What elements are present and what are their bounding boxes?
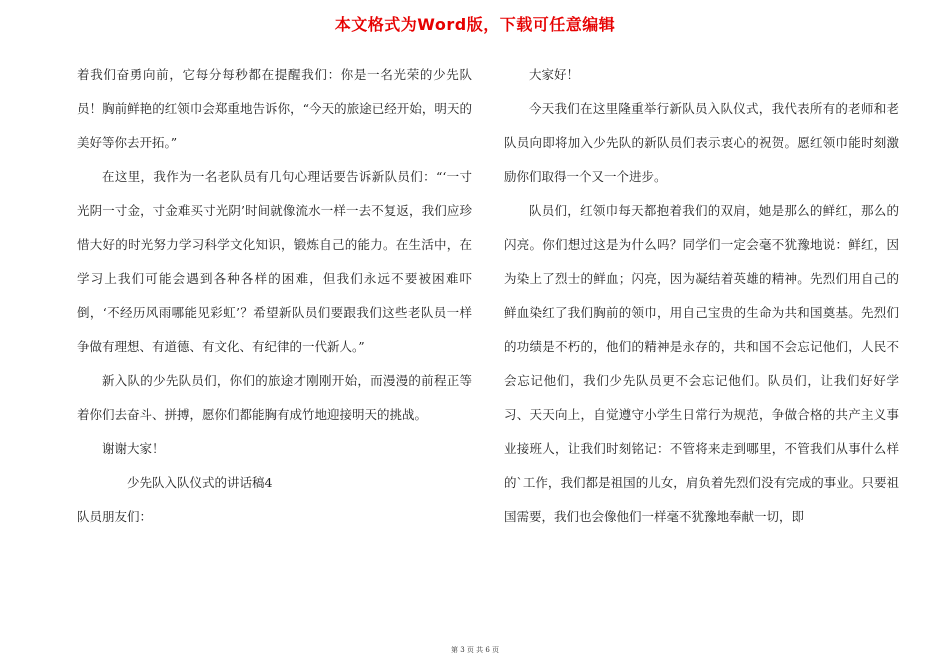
paragraph: 队员们，红领巾每天都抱着我们的双肩，她是那么的鲜红，那么的闪亮。你们想过这是为什么吗？同学们一定会毫不犹豫地说：鲜红，因为染上了烈士的鲜血；闪亮，因为凝结着英雄的精神。先烈们用自己的鲜血染红了我们胸前的领巾，用自己宝贵的生命为共和国奠基。先烈们的功绩是不朽的，他们的精神是永存的，共和国不会忘记他们，人民不会忘记他们，我们少先队员更不会忘记他们。队员们，让我们好好学习、天天向上，自觉遵守小学生日常行为规范，争做合格的共产主义事业接班人，让我们时刻铭记：不管将来走到哪里，不管我们从事什么样的`工作，我们都是祖国的儿女，肩负着先烈们没有完成的事业。只要祖国需要，我们也会像他们一样毫不犹豫地奉献一切，即 [504, 203, 899, 524]
paragraph: 今天我们在这里隆重举行新队员入队仪式，我代表所有的老师和老队员向即将加入少先队的新队员们表示衷心的祝贺。愿红领巾能时刻激励你们取得一个又一个进步。 [504, 101, 899, 184]
word-format-banner: 本文格式为Word版，下载可任意编辑 [334, 15, 616, 34]
left-text-column [77, 58, 472, 534]
paragraph: 着我们奋勇向前，它每分每秒都在提醒我们：你是一名光荣的少先队员！胸前鲜艳的红领巾会郑重地告诉你，“今天的旅途已经开始，明天的美好等你去开拓。” [77, 67, 472, 150]
paragraph: 谢谢大家！ [102, 441, 165, 456]
paragraph: 在这里，我作为一名老队员有几句心理话要告诉新队员们：“‘一寸光阴一寸金，寸金难买寸光阴’时间就像流水一样一去不复返，我们应珍惜大好的时光努力学习科学文化知识，锻炼自己的能力。在生活中，在学习上我们可能会遇到各种各样的困难，但我们永远不要被困难吓倒，‘不经历风雨哪能见彩虹’？希望新队员们要跟我们这些老队员一样争做有理想、有道德、有文化、有纪律的一代新人。” [77, 169, 472, 354]
greeting: 大家好！ [529, 67, 580, 82]
paragraph: 新入队的少先队员们，你们的旅途才刚刚开始，而漫漫的前程正等着你们去奋斗、拼搏，愿你们都能胸有成竹地迎接明天的挑战。 [77, 373, 472, 422]
section-heading: 少先队入队仪式的讲话稿4 [127, 475, 273, 490]
salutation: 队员朋友们： [77, 509, 153, 524]
right-text-column [504, 58, 899, 534]
page-number: 第 3 页 共 6 页 [450, 646, 500, 654]
